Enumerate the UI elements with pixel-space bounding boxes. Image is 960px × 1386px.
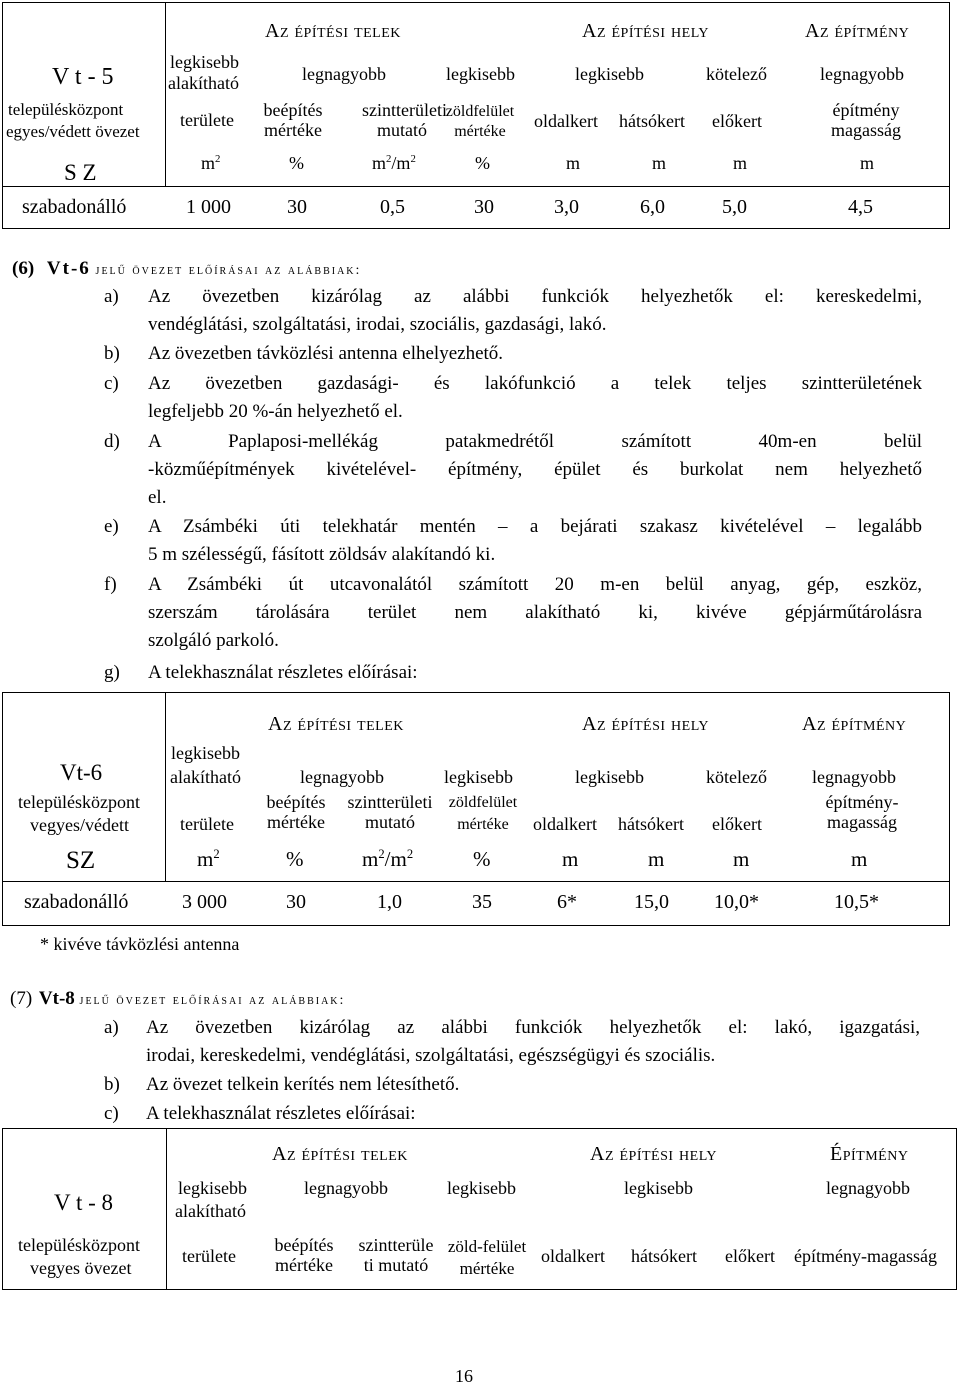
col-top-3: legkisebb [446,64,515,84]
group-telek: Az építési telek [265,20,401,42]
zone-code: V t - 8 [54,1190,113,1215]
col-magassag: építmény- magasság [825,792,899,832]
col-terulete: területe [182,1246,236,1266]
section-7-heading: (7) Vt-8 jelű övezet előírásai az alábbiak: [10,988,346,1009]
value-6: 6,0 [640,196,665,218]
col-hatsokert: hátsókert [631,1246,697,1266]
value-7: 5,0 [722,196,747,218]
item-label: g) [104,662,120,683]
col-top-3: legkisebb [447,1178,516,1198]
unit-3: $m^2/m^2$ [372,153,416,173]
col-elokert: előkert [712,111,762,131]
unit-2: % [286,847,304,871]
group-hely: Az építési hely [590,1143,717,1165]
unit-7: m [733,847,750,871]
group-telek: Az építési telek [268,713,404,735]
value-1: 3 000 [182,891,227,913]
item-text: A Paplaposi-mellékág patakmedrétől számított 40m-en belül -közműépítmények kivételével- építmény, épület és burkolat nem helyezhető el. [148,431,922,508]
item-label: b) [104,1074,120,1095]
item-text: A telekhasználat részletes előírásai: [148,662,418,683]
unit-5: m [562,847,579,871]
item-label: a) [104,1017,119,1038]
unit-8: m [860,153,875,173]
col-terulete: területe [180,110,234,130]
col-szintteruleti: szintterületi mutató [347,792,433,832]
unit-6: m [652,153,667,173]
col-beepites: beépítés mértéke [274,1235,334,1275]
zone-name-2: vegyes/védett [30,815,129,835]
col-top-4: legkisebb [575,767,644,787]
item-text: Az övezetben távközlési antenna elhelyezhető. [148,343,504,364]
unit-3: $m^2/m^2$ [362,847,414,871]
col-top-4: legkisebb [575,64,644,84]
value-8: 10,5* [834,891,879,913]
col-top-1: legkisebb [170,52,239,72]
zone-code: Vt-6 [60,760,103,785]
unit-2: % [289,153,304,173]
item-text: Az övezetben kizárólag az alábbi funkciók helyezhetők el: kereskedelmi, vendéglátási, szolgáltatási, irodai, szociális, gazdasági, lakó. [148,286,922,335]
group-hely: Az építési hely [582,20,709,42]
item-text: A Zsámbéki úti telekhatár mentén – a bejárati szakasz kivételével – legalább 5 m szélességű, fásított zöldsáv alakítandó ki. [148,516,922,565]
col-top-5: kötelező [706,767,767,787]
col-top-1: legkisebb [178,1178,247,1198]
col-beepites: beépítés mértéke [263,100,323,140]
value-3: 1,0 [377,891,402,913]
value-2: 30 [286,891,306,913]
col-top-1: legkisebb [171,743,240,763]
item-label: c) [104,373,119,394]
value-2: 30 [287,196,307,218]
group-epitmeny: Az építmény [805,20,910,42]
col-terulete: területe [180,814,234,834]
row-label: szabadonálló [24,891,129,913]
group-epitmeny: Az építmény [802,713,907,735]
col-zoldfelulet: zöldfelület mértéke [448,794,518,833]
value-4: 30 [474,196,494,218]
zone-name-1: településközpont [18,1235,140,1255]
item-text: Az övezetben gazdasági- és lakófunkció a telek teljes szintterületének legfeljebb 20 %-án helyezhető el. [148,373,922,422]
col-hatsokert: hátsókert [619,111,685,131]
unit-5: m [566,153,581,173]
value-4: 35 [472,891,492,913]
col-top-2: legnagyobb [300,767,384,787]
unit-4: % [473,847,491,871]
item-label: c) [104,1103,119,1124]
value-1: 1 000 [186,196,231,218]
col-top-3: legkisebb [444,767,513,787]
zone-code: V t - 5 [52,64,114,90]
item-label: f) [104,574,117,595]
col-szintteruleti: szintterületi mutató [362,100,447,140]
col-hatsokert: hátsókert [618,814,684,834]
col-top-5: kötelező [706,64,767,84]
sz-label: S Z [64,160,97,185]
value-3: 0,5 [380,196,405,218]
col-top-6: legnagyobb [812,767,896,787]
zone-name-2: vegyes övezet [30,1258,132,1278]
unit-1: $m^2$ [197,847,220,871]
zone-name-2: egyes/védett övezet [6,122,140,141]
unit-7: m [733,153,748,173]
item-label: a) [104,286,119,307]
unit-6: m [648,847,665,871]
col-szintteruleti: szintterüle ti mutató [358,1235,434,1275]
zone-name-1: településközpont [18,792,140,812]
col-alakithato: alakítható [168,73,239,93]
row-label: szabadonálló [22,196,127,218]
group-telek: Az építési telek [272,1143,408,1165]
col-top-6: legnagyobb [820,64,904,84]
col-top-4: legkisebb [624,1178,693,1198]
col-oldalkert: oldalkert [533,814,597,834]
item-label: e) [104,516,119,537]
col-zoldfelulet: zöld-felület mértéke [447,1237,527,1278]
page-number: 16 [455,1366,473,1386]
col-top-2: legnagyobb [302,64,386,84]
col-oldalkert: oldalkert [541,1246,605,1266]
value-5: 3,0 [554,196,579,218]
sz-label: SZ [66,847,96,874]
col-magassag: építmény magasság [831,100,901,140]
col-top-5: legnagyobb [826,1178,910,1198]
item-label: b) [104,343,120,364]
col-elokert: előkert [712,814,762,834]
value-6: 15,0 [634,891,669,913]
col-elokert: előkert [725,1246,775,1266]
unit-4: % [475,153,490,173]
value-8: 4,5 [848,196,873,218]
item-text: Az övezet telkein kerítés nem létesíthető. [146,1074,460,1095]
group-hely: Az építési hely [582,713,709,735]
zone-name-1: településközpont [8,100,124,119]
section-6-heading: (6) Vt-6 jelű övezet előírásai az alábbiak: [12,258,362,279]
col-beepites: beépítés mértéke [266,792,326,832]
group-epitmeny: Építmény [830,1143,909,1165]
unit-1: $m^2$ [201,153,221,173]
col-alakithato: alakítható [170,767,241,787]
col-magassag: építmény-magasság [794,1246,937,1266]
col-zoldfelulet: zöldfelület mértéke [445,103,515,140]
item-text: A telekhasználat részletes előírásai: [146,1103,416,1124]
unit-8: m [851,847,868,871]
col-oldalkert: oldalkert [534,111,598,131]
item-text: Az övezetben kizárólag az alábbi funkciók helyezhetők el: lakó, igazgatási, irodai, kereskedelmi, vendéglátási, szolgáltatási, egészségügyi és szociális. [146,1017,920,1066]
item-label: d) [104,431,120,452]
value-7: 10,0* [714,891,759,913]
col-top-2: legnagyobb [304,1178,388,1198]
col-alakithato: alakítható [175,1201,246,1221]
value-5: 6* [557,891,577,913]
table-footnote: * kivéve távközlési antenna [40,934,240,954]
item-text: A Zsámbéki út utcavonalától számított 20 m-en belül anyag, gép, eszköz, szerszám tárolására terület nem alakítható ki, kivéve gépjárműtárolásra szolgáló parkoló. [148,574,922,651]
